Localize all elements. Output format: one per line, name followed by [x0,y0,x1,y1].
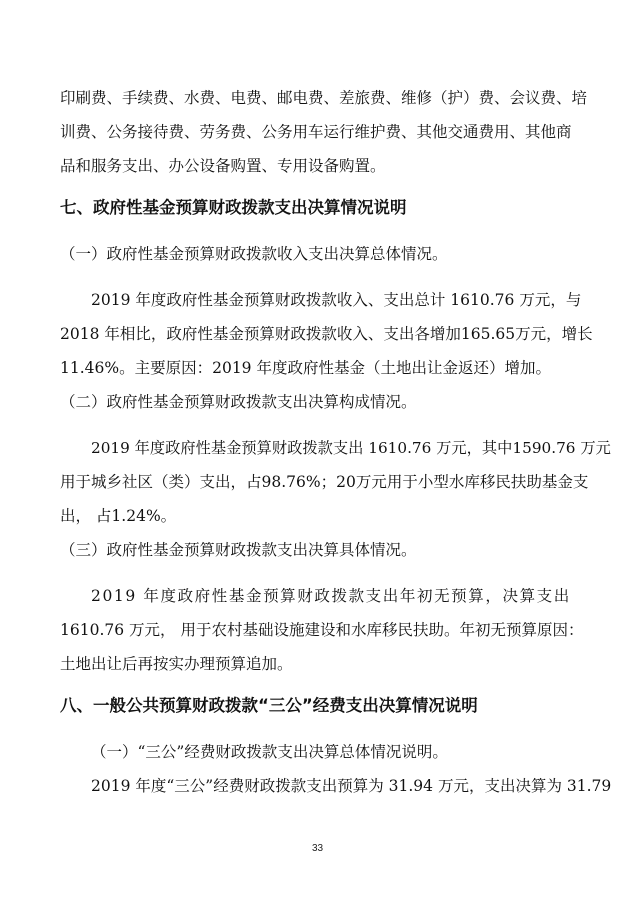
subsection-4-line-1: 2019 年度“三公”经费财政拨款支出预算为 31.94 万元，支出决算为 31.79 [91,777,612,795]
subsection-1-line-2: 2018 年相比，政府性基金预算财政拨款收入、支出各增加165.65万元，增长 [60,325,593,343]
page-number: 33 [311,843,324,854]
subsection-3-title: （三）政府性基金预算财政拨款支出决算具体情况。 [60,541,417,559]
subsection-2-line-3: 出， 占1.24%。 [60,507,177,525]
subsection-1-line-1: 2019 年度政府性基金预算财政拨款收入、支出总计 1610.76 万元，与 [91,291,582,309]
section-7-heading: 七、政府性基金预算财政拨款支出决算情况说明 [60,198,407,217]
subsection-1-line-3: 11.46%。主要原因：2019 年度政府性基金（土地出让金返还）增加。 [60,359,551,377]
subsection-3-line-3: 土地出让后再按实办理预算追加。 [60,655,293,673]
intro-line-1: 印刷费、手续费、水费、电费、邮电费、差旅费、维修（护）费、会议费、培 [60,89,588,107]
subsection-1-title: （一）政府性基金预算财政拨款收入支出决算总体情况。 [60,245,448,263]
subsection-2-line-2: 用于城乡社区（类）支出，占98.76%；20万元用于小型水库移民扶助基金支 [60,473,589,491]
subsection-2-title: （二）政府性基金预算财政拨款支出决算构成情况。 [60,393,417,411]
subsection-3-line-2: 1610.76 万元， 用于农村基础设施建设和水库移民扶助。年初无预算原因： [60,621,584,639]
intro-line-2: 训费、公务接待费、劳务费、公务用车运行维护费、其他交通费用、其他商 [60,123,572,141]
subsection-2-line-1: 2019 年度政府性基金预算财政拨款支出 1610.76 万元，其中1590.76 万元 [91,439,611,457]
subsection-3-line-1: 2019 年度政府性基金预算财政拨款支出年初无预算，决算支出 [91,587,571,605]
intro-line-3: 品和服务支出、办公设备购置、专用设备购置。 [60,157,386,175]
subsection-4-title: （一）“三公”经费财政拨款支出决算总体情况说明。 [91,743,448,761]
section-8-heading: 八、一般公共预算财政拨款“三公”经费支出决算情况说明 [60,696,478,715]
